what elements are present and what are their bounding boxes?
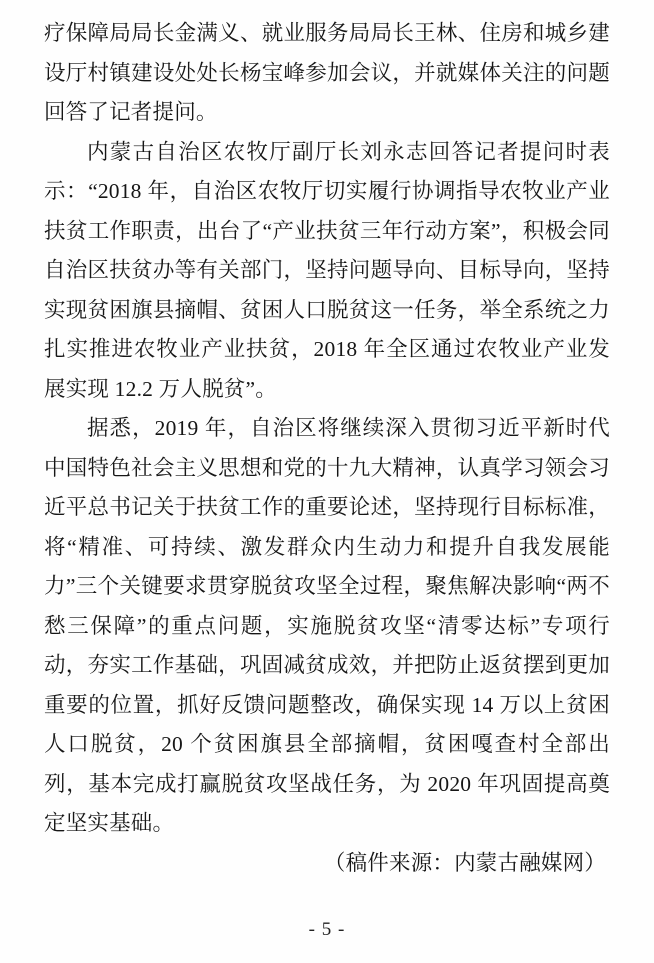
paragraph-poverty-plan-2019: 据悉，2019 年，自治区将继续深入贯彻习近平新时代中国特色社会主义思想和党的十九大精神，认真学习领会习近平总书记关于扶贫工作的重要论述，坚持现行目标标准，将“精准、可持续、激发群众内生动力和提升自我发展能力”三个关键要求贯穿脱贫攻坚全过程，聚焦解决影响“两不愁三保障”的重点问题，实施脱贫攻坚“清零达标”专项行动，夯实工作基础，巩固减贫成效，并把防止返贫摆到更加重要的位置，抓好反馈问题整改，确保实现 14 万以上贫困人口脱贫，20 个贫困旗县全部摘帽，贫困嘎查村全部出列，基本完成打赢脱贫攻坚战任务，为 2020 年巩固提高奠定坚实基础。	[44, 416, 610, 835]
paragraph-continuation: 疗保障局局长金满义、就业服务局局长王林、住房和城乡建设厅村镇建设处处长杨宝峰参加会议，并就媒体关注的问题回答了记者提问。	[44, 21, 610, 124]
source-note: （稿件来源：内蒙古融媒网）	[323, 850, 606, 875]
page-number: - 5 -	[308, 919, 346, 940]
paragraph-quote-agriculture: 内蒙古自治区农牧厅副厅长刘永志回答记者提问时表示：“2018 年，自治区农牧厅切实履行协调指导农牧业产业扶贫工作职责，出台了“产业扶贫三年行动方案”，积极会同自治区扶贫办等有关部门，坚持问题导向、目标导向，坚持实现贫困旗县摘帽、贫困人口脱贫这一任务，举全系统之力扎实推进农牧业产业扶贫，2018 年全区通过农牧业产业发展实现 12.2 万人脱贫”。	[44, 139, 610, 401]
document-body	[44, 14, 610, 883]
